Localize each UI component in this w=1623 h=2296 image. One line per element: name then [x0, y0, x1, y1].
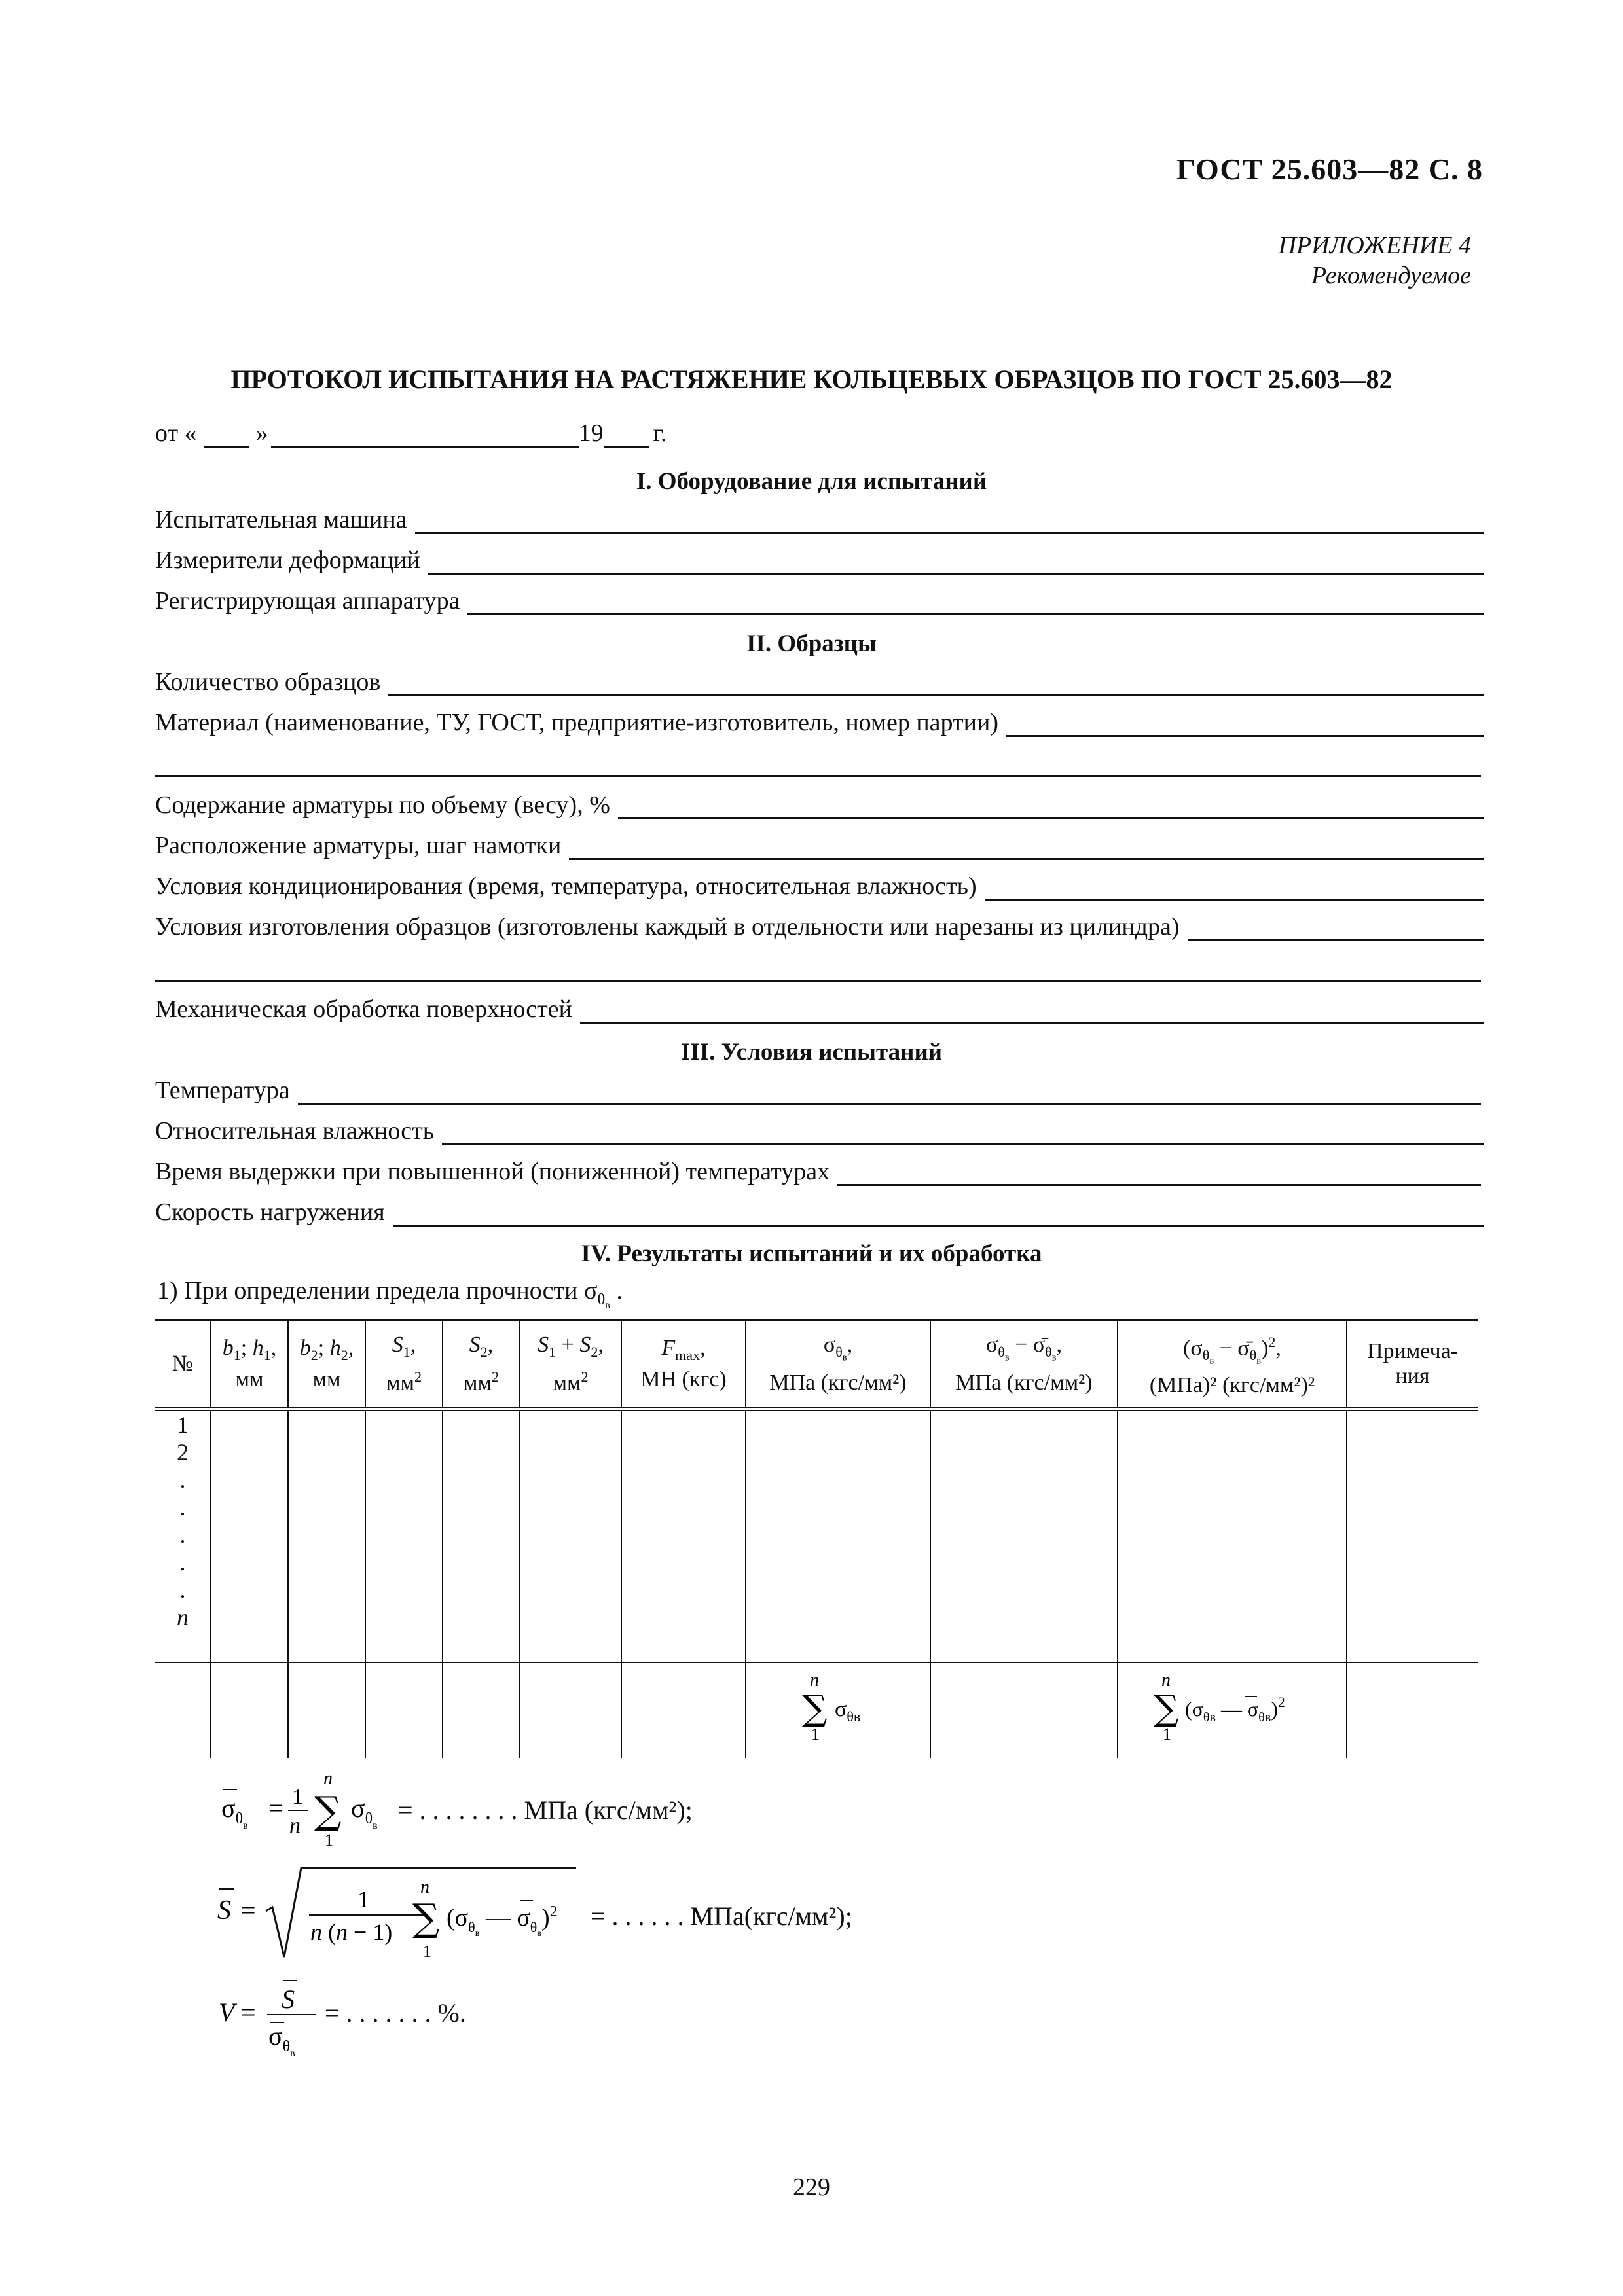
- sum-sigma-formula: [795, 1672, 881, 1744]
- col-s2: $S_2$, $мм^2$: [443, 1320, 520, 1410]
- sum-empty: [621, 1662, 746, 1758]
- col-s1-plus-s2: $S_1 + S_2$, $мм^2$: [520, 1320, 621, 1410]
- svg-text:S: S: [217, 1895, 231, 1926]
- cell-s2[interactable]: [443, 1409, 520, 1662]
- page-number: 229: [793, 2174, 830, 2201]
- col-sigma-deviation: $\sigma_{\theta_в}$ − $\sigmā_{\theta_в}$, МПа (кгс/мм²): [930, 1320, 1118, 1410]
- field-specimen-count[interactable]: [155, 664, 1484, 696]
- field-blank[interactable]: [388, 668, 1484, 696]
- field-surface-machining[interactable]: [155, 991, 1484, 1024]
- cell-s1[interactable]: [365, 1409, 443, 1662]
- results-intro-text: 1) При определении предела прочности σ: [157, 1277, 598, 1304]
- row-ellipsis: .: [179, 1494, 186, 1520]
- date-prefix: от «: [155, 420, 197, 447]
- svg-text:n (n − 1): n (n − 1): [310, 1919, 393, 1945]
- field-reinforcement-content[interactable]: [155, 787, 1484, 819]
- svg-text:=: =: [268, 1793, 283, 1823]
- svg-text:1: 1: [292, 1785, 303, 1809]
- col-b2-h2: $b_2$; $h_2$, мм: [288, 1320, 365, 1410]
- svg-text:S: S: [282, 1984, 295, 2014]
- svg-text:σθв: $\sigma_{\theta в}$: [221, 1793, 248, 1831]
- formula-std-dev: [210, 1859, 930, 1977]
- cell-sigma[interactable]: [746, 1409, 930, 1662]
- unit-label: МПа (кгс/мм²): [955, 1370, 1093, 1395]
- field-conditioning[interactable]: [155, 868, 1484, 901]
- cell-b1-h1[interactable]: [211, 1409, 288, 1662]
- cell-sigma-deviation-squared[interactable]: [1118, 1409, 1347, 1662]
- unit-label: (МПа)² (кгс/мм²)²: [1149, 1373, 1315, 1398]
- field-blank[interactable]: [415, 506, 1484, 534]
- appendix-status: Рекомендуемое: [1311, 262, 1471, 289]
- unit-label: мм: [235, 1367, 264, 1392]
- day-blank[interactable]: [204, 421, 249, 448]
- svg-text:1: 1: [1163, 1725, 1171, 1744]
- results-table: [155, 1319, 1478, 1758]
- table-header-row: [155, 1320, 1478, 1410]
- date-mid: »: [255, 420, 268, 447]
- field-recording-equipment[interactable]: [155, 583, 1484, 615]
- section-specimens-heading: II. Образцы: [746, 630, 877, 657]
- field-blank[interactable]: [569, 832, 1484, 860]
- field-blank[interactable]: [428, 547, 1484, 575]
- field-exposure-time[interactable]: [155, 1153, 1481, 1186]
- appendix-block: [1279, 230, 1471, 291]
- section-equipment-heading: I. Оборудование для испытаний: [636, 468, 987, 495]
- section-results-heading: IV. Результаты испытаний и их обработка: [581, 1240, 1042, 1267]
- sum-empty: [443, 1662, 520, 1758]
- field-blank[interactable]: [442, 1117, 1484, 1145]
- field-label: Испытательная машина: [155, 506, 407, 533]
- row-number: 1: [177, 1412, 189, 1438]
- svg-text:n: n: [420, 1877, 429, 1897]
- formula-variation: [216, 1970, 466, 2068]
- sum-empty: [520, 1662, 621, 1758]
- row-ellipsis: .: [179, 1577, 186, 1603]
- svg-text:V: V: [219, 1998, 235, 2027]
- cell-fmax[interactable]: [621, 1409, 746, 1662]
- svg-text:1: 1: [423, 1942, 431, 1961]
- cell-b2-h2[interactable]: [288, 1409, 365, 1662]
- col-notes: Примеча-ния: [1347, 1320, 1478, 1410]
- sum-empty: [1347, 1662, 1478, 1758]
- table-data-rows: [155, 1409, 1478, 1662]
- field-blank[interactable]: [298, 1077, 1481, 1105]
- mean-result: = . . . . . . . . МПа (кгс/мм²);: [398, 1795, 693, 1825]
- field-label: Содержание арматуры по объему (весу), %: [155, 791, 610, 819]
- col-s1: $S_1$, $мм^2$: [365, 1320, 443, 1410]
- svg-text:σθв: $\sigma_{\theta в}$: [835, 1697, 861, 1725]
- cell-notes[interactable]: [1347, 1409, 1478, 1662]
- field-label: Относительная влажность: [155, 1117, 435, 1145]
- col-fmax: $F_{max}$, МН (кгс): [621, 1320, 746, 1410]
- cell-sigma-deviation[interactable]: [930, 1409, 1118, 1662]
- sum-empty: [930, 1662, 1118, 1758]
- unit-label: мм: [463, 1371, 492, 1395]
- col-b1-h1: $b_1$; $h_1$, мм: [211, 1320, 288, 1410]
- unit-label: мм: [386, 1371, 414, 1395]
- unit-label: мм: [312, 1367, 341, 1392]
- field-blank[interactable]: [393, 1198, 1484, 1227]
- table-sum-row: [155, 1662, 1478, 1758]
- svg-text:∑: ∑: [1154, 1687, 1179, 1729]
- appendix-label: ПРИЛОЖЕНИЕ 4: [1278, 232, 1471, 259]
- svg-text:σθв: $\sigma_{\theta в}$: [351, 1793, 378, 1831]
- row-ellipsis: .: [179, 1522, 186, 1548]
- field-blank[interactable]: [837, 1158, 1481, 1186]
- unit-label: МН (кгс): [640, 1367, 727, 1392]
- field-blank[interactable]: [1006, 709, 1484, 737]
- row-number: 2: [177, 1439, 189, 1465]
- field-label: Количество образцов: [155, 668, 381, 696]
- svg-text:σθв: $\sigma_{\theta в}$: [268, 2021, 295, 2059]
- std-dev-result: = . . . . . . МПа(кгс/мм²);: [591, 1901, 852, 1931]
- field-manufacture-conditions[interactable]: [155, 908, 1484, 941]
- svg-text:∑: ∑: [802, 1687, 828, 1729]
- sum-squares-formula: [1147, 1672, 1317, 1744]
- field-reinforcement-arrangement[interactable]: [155, 827, 1484, 860]
- field-label: Механическая обработка поверхностей: [155, 996, 572, 1023]
- sum-sigma: [746, 1662, 930, 1758]
- field-label: Измерители деформаций: [155, 547, 420, 574]
- sum-empty: [365, 1662, 443, 1758]
- field-label: Температура: [155, 1077, 290, 1104]
- sum-squares: [1118, 1662, 1347, 1758]
- svg-text:n: n: [810, 1672, 819, 1691]
- field-material[interactable]: [155, 704, 1484, 737]
- row-numbers: [155, 1409, 211, 1662]
- unit-label: МПа (кгс/мм²): [769, 1370, 907, 1395]
- svg-text:1: 1: [325, 1831, 333, 1850]
- sum-empty: [288, 1662, 365, 1758]
- field-test-machine[interactable]: [155, 501, 1484, 534]
- field-label: Условия кондиционирования (время, температура, относительная влажность): [155, 872, 977, 900]
- row-ellipsis: .: [179, 1467, 186, 1493]
- unit-label: мм: [553, 1371, 581, 1395]
- field-blank[interactable]: [467, 587, 1484, 615]
- month-blank[interactable]: [271, 421, 579, 448]
- svg-text:1: 1: [357, 1886, 369, 1912]
- row-number: n: [177, 1604, 189, 1630]
- field-label: Материал (наименование, ТУ, ГОСТ, предприятие-изготовитель, номер партии): [155, 709, 998, 736]
- field-blank[interactable]: [985, 872, 1484, 901]
- protocol-title: ПРОТОКОЛ ИСПЫТАНИЯ НА РАСТЯЖЕНИЕ КОЛЬЦЕВЫХ ОБРАЗЦОВ ПО ГОСТ 25.603—82: [230, 365, 1393, 394]
- svg-text:(σθв — σθв)2: ($\sigma_\theta в$ — $\sigma_\theta в)^2$: [447, 1903, 558, 1939]
- field-blank[interactable]: [1188, 913, 1484, 941]
- col-sigma-deviation-squared: ($\sigma_{\theta_в}$ − $\sigmā_{\theta_в})^2$, (МПа)² (кгс/мм²)²: [1118, 1320, 1347, 1410]
- formula-mean: [216, 1767, 871, 1865]
- svg-text:1: 1: [811, 1725, 820, 1744]
- field-blank[interactable]: [580, 996, 1484, 1024]
- field-loading-rate[interactable]: [155, 1194, 1484, 1227]
- svg-text:=: =: [241, 1998, 256, 2027]
- date-suffix: г.: [653, 420, 667, 447]
- year-blank[interactable]: [604, 421, 649, 448]
- material-continuation-line[interactable]: [155, 775, 1481, 777]
- col-number: №: [155, 1320, 211, 1410]
- field-deformation-meters[interactable]: [155, 542, 1484, 575]
- field-label: Скорость нагружения: [155, 1198, 385, 1226]
- field-blank[interactable]: [618, 791, 1484, 819]
- variation-result: = . . . . . . . %.: [325, 1998, 466, 2028]
- col-sigma: $\sigma_{\theta_в}$, МПа (кгс/мм²): [746, 1320, 930, 1410]
- svg-text:=: =: [241, 1895, 256, 1925]
- sum-empty: [155, 1662, 211, 1758]
- field-temperature[interactable]: [155, 1072, 1481, 1105]
- date-line: [155, 419, 666, 448]
- sum-empty: [211, 1662, 288, 1758]
- svg-text:∑: ∑: [314, 1788, 342, 1833]
- results-intro: 1) При определении предела прочности $\sigma_{\theta_в}$ .: [157, 1277, 623, 1311]
- svg-text:n: n: [323, 1768, 333, 1789]
- manufacture-continuation-line[interactable]: [155, 980, 1481, 982]
- svg-text:(σθв — σθв)2: ($\sigma_{\theta в}$ — $\sigma_{\theta в})^2$: [1185, 1694, 1285, 1725]
- document-reference: ГОСТ 25.603—82 С. 8: [1176, 152, 1483, 186]
- row-ellipsis: .: [179, 1549, 186, 1575]
- field-label: Регистрирующая аппаратура: [155, 587, 460, 615]
- svg-text:n: n: [1161, 1672, 1171, 1691]
- section-test-conditions-heading: III. Условия испытаний: [680, 1039, 943, 1066]
- year-prefix: 19: [578, 420, 604, 447]
- field-label: Расположение арматуры, шаг намотки: [155, 832, 562, 859]
- svg-text:n: n: [289, 1814, 301, 1838]
- field-label: Время выдержки при повышенной (пониженной) температурах: [155, 1158, 830, 1185]
- field-label: Условия изготовления образцов (изготовлены каждый в отдельности или нарезаны из цилиндра): [155, 913, 1180, 941]
- svg-text:∑: ∑: [412, 1895, 440, 1940]
- field-humidity[interactable]: [155, 1113, 1484, 1145]
- cell-s1-plus-s2[interactable]: [520, 1409, 621, 1662]
